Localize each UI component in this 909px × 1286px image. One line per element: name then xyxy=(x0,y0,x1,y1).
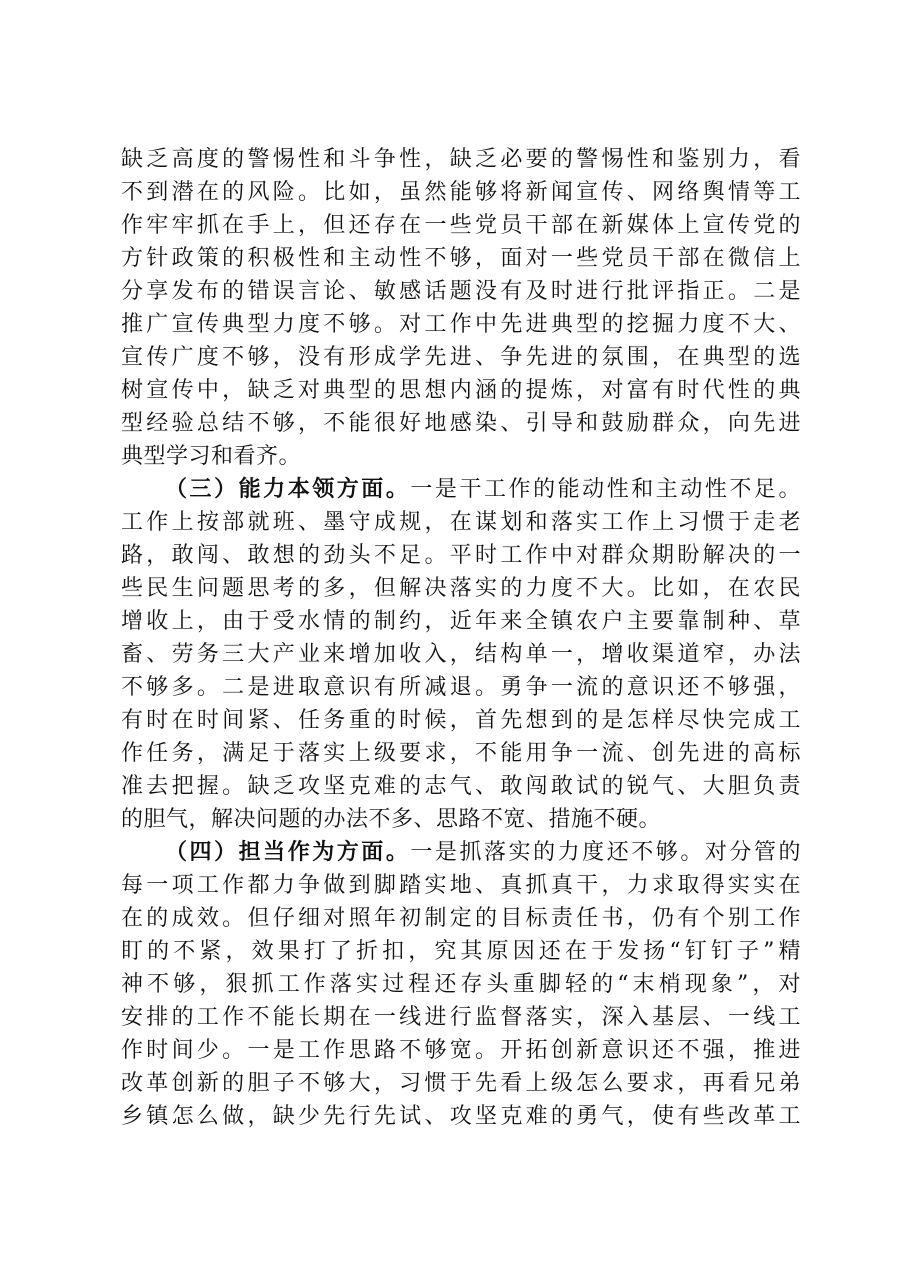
paragraph-line: 改革创新的胆子不够大，习惯于先看上级怎么要求，再看兄弟 xyxy=(121,1071,801,1096)
paragraph-line: 分享发布的错误言论、敏感话题没有及时进行批评指正。二是 xyxy=(121,279,801,304)
paragraph-line: 不到潜在的风险。比如，虽然能够将新闻宣传、网络舆情等工 xyxy=(121,180,801,205)
paragraph-line: 安排的工作不能长期在一线进行监督落实，深入基层、一线工 xyxy=(121,1005,801,1030)
paragraph-line: 每一项工作都力争做到脚踏实地、真抓真干，力求取得实实在 xyxy=(121,873,801,898)
section-4-first-line xyxy=(121,836,801,869)
paragraph-line: 的胆气，解决问题的办法不多、思路不宽、措施不硬。 xyxy=(121,807,662,832)
paragraph-line: 作牢牢抓在手上，但还存在一些党员干部在新媒体上宣传党的 xyxy=(121,213,801,238)
section-3-heading: （三）能力本领方面。 xyxy=(165,476,411,502)
document-body xyxy=(121,143,801,1133)
paragraph-line: 增收上，由于受水情的制约，近年来全镇农户主要靠制种、草 xyxy=(121,609,801,634)
section-4-heading: （四）担当作为方面。 xyxy=(165,839,411,865)
section-4-first-line-text: 一是抓落实的力度还不够。对分管的 xyxy=(410,840,801,865)
paragraph-line: 树宣传中，缺乏对典型的思想内涵的提炼，对富有时代性的典 xyxy=(121,378,801,403)
paragraph-line: 宣传广度不够，没有形成学先进、争先进的氛围，在典型的选 xyxy=(121,345,801,370)
paragraph-line: 方针政策的积极性和主动性不够，面对一些党员干部在微信上 xyxy=(121,246,801,271)
paragraph-line: 作时间少。一是工作思路不够宽。开拓创新意识还不强，推进 xyxy=(121,1038,801,1063)
paragraph-line: 典型学习和看齐。 xyxy=(121,444,302,469)
paragraph-line: 盯的不紧，效果打了折扣，究其原因还在于发扬“钉钉子”精 xyxy=(121,939,801,964)
paragraph-line: 路，敢闯、敢想的劲头不足。平时工作中对群众期盼解决的一 xyxy=(121,543,801,568)
paragraph-line: 作任务，满足于落实上级要求，不能用争一流、创先进的高标 xyxy=(121,741,801,766)
section-3-first-line-text: 一是干工作的能动性和主动性不足。 xyxy=(410,477,801,502)
paragraph-line: 型经验总结不够，不能很好地感染、引导和鼓励群众，向先进 xyxy=(121,411,801,436)
paragraph-line: 推广宣传典型力度不够。对工作中先进典型的挖掘力度不大、 xyxy=(121,312,801,337)
section-3-first-line xyxy=(121,473,801,506)
paragraph-line: 缺乏高度的警惕性和斗争性，缺乏必要的警惕性和鉴别力，看 xyxy=(121,147,801,172)
paragraph-line: 畜、劳务三大产业来增加收入，结构单一，增收渠道窄，办法 xyxy=(121,642,801,667)
paragraph-line: 些民生问题思考的多，但解决落实的力度不大。比如，在农民 xyxy=(121,576,801,601)
paragraph-line: 神不够，狠抓工作落实过程还存头重脚轻的“末梢现象”，对 xyxy=(121,972,801,997)
paragraph-line: 准去把握。缺乏攻坚克难的志气、敢闯敢试的锐气、大胆负责 xyxy=(121,774,801,799)
paragraph-line: 乡镇怎么做，缺少先行先试、攻坚克难的勇气，使有些改革工 xyxy=(121,1104,801,1129)
paragraph-line: 有时在时间紧、任务重的时候，首先想到的是怎样尽快完成工 xyxy=(121,708,801,733)
paragraph-line: 在的成效。但仔细对照年初制定的目标责任书，仍有个别工作 xyxy=(121,906,801,931)
paragraph-line: 工作上按部就班、墨守成规，在谋划和落实工作上习惯于走老 xyxy=(121,510,801,535)
paragraph-line: 不够多。二是进取意识有所减退。勇争一流的意识还不够强， xyxy=(121,675,801,700)
